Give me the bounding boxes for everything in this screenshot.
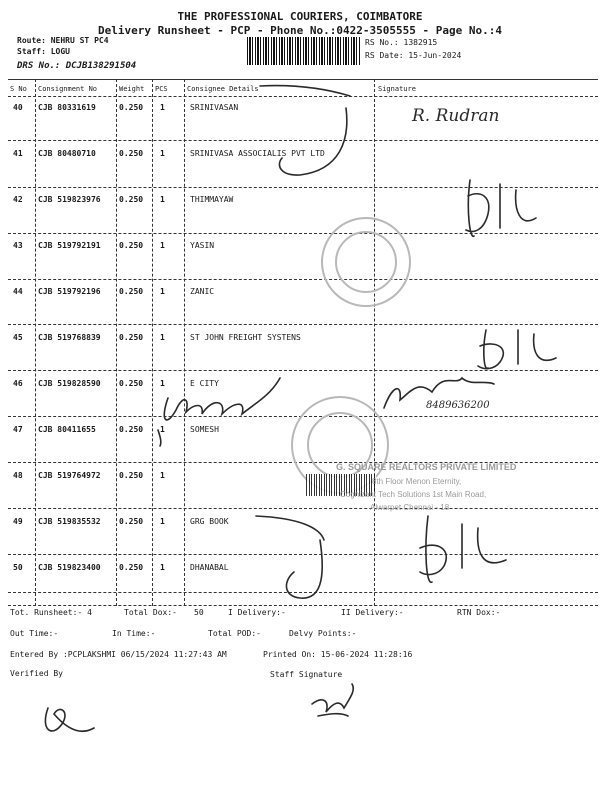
row-pcs: 1 <box>160 287 165 296</box>
row-consignment: CJB 519768839 <box>38 333 101 342</box>
row-pcs: 1 <box>160 241 165 250</box>
company-title: THE PROFESSIONAL COURIERS, COIMBATORE <box>177 10 423 23</box>
row-weight: 0.250 <box>119 241 144 250</box>
row-sno: 49 <box>13 517 23 526</box>
row-sno: 40 <box>13 103 23 112</box>
verified-signature-mark <box>45 708 94 731</box>
row-consignee: ST JOHN FREIGHT SYSTENS <box>190 333 301 342</box>
row45-signature-mark <box>478 330 556 369</box>
row-consignment: CJB 519835532 <box>38 517 101 526</box>
row50-signature-mark <box>420 516 506 582</box>
row-sno: 48 <box>13 471 23 480</box>
realtors-stamp-line1: 8th Floor Menon Eternity, <box>372 477 462 486</box>
row-consignment: CJB 80411655 <box>38 425 96 434</box>
row-pcs: 1 <box>160 425 165 434</box>
row-consignee: ZANIC <box>190 287 215 296</box>
row40-consignee-scribble <box>260 86 350 175</box>
out-time-label: Out Time:- <box>10 629 59 638</box>
row-pcs: 1 <box>160 149 165 158</box>
row-pcs: 1 <box>160 103 165 112</box>
row-consignee: SRINIVASA ASSOCIALIS PVT LTD <box>190 149 325 158</box>
row-weight: 0.250 <box>119 287 144 296</box>
row-pcs: 1 <box>160 517 165 526</box>
rs-number: RS No.: 1382915 <box>365 38 438 47</box>
rs-date: RS Date: 15-Jun-2024 <box>365 51 462 60</box>
col-header-signature: Signature <box>378 85 416 93</box>
row-weight: 0.250 <box>119 471 144 480</box>
row-consignee: DHANABAL <box>190 563 229 572</box>
row-pcs: 1 <box>160 195 165 204</box>
row-weight: 0.250 <box>119 149 144 158</box>
ii-delivery-label: II Delivery:- <box>341 608 404 617</box>
realtors-stamp-line3: Alwarpet Chennai - 18 <box>370 503 450 512</box>
runsheet-title: Delivery Runsheet - PCP - Phone No.:0422-3505555 - Page No.:4 <box>98 24 502 37</box>
col-header-weight: Weight <box>119 85 145 93</box>
drs-number: DRS No.: DCJB138291504 <box>17 61 137 71</box>
total-pod-label: Total POD:- <box>208 629 261 638</box>
row-weight: 0.250 <box>119 563 144 572</box>
row-consignee: SRINIVASAN <box>190 103 239 112</box>
row-pcs: 1 <box>160 471 165 480</box>
col-header-pcs: PCS <box>155 85 168 93</box>
row-sno: 44 <box>13 287 23 296</box>
col-header-consignment: Consignment No <box>38 85 98 93</box>
total-runsheet: Tot. Runsheet:- 4 <box>10 608 92 617</box>
row-pcs: 1 <box>160 563 165 572</box>
row-consignment: CJB 519792196 <box>38 287 101 296</box>
row-weight: 0.250 <box>119 103 144 112</box>
row49-consignee-scribble <box>256 516 324 598</box>
row-weight: 0.250 <box>119 195 144 204</box>
staff-signature-mark <box>312 684 353 716</box>
total-dox-label: Total Dox:- <box>124 608 177 617</box>
row40-signature: R. Rudran <box>412 106 500 126</box>
row-consignment: CJB 519792191 <box>38 241 101 250</box>
row-consignment: CJB 519823400 <box>38 563 101 572</box>
row-sno: 43 <box>13 241 23 250</box>
row-weight: 0.250 <box>119 333 144 342</box>
row-pcs: 1 <box>160 333 165 342</box>
row-consignee: THIMMAYAW <box>190 195 234 204</box>
i-delivery-label: I Delivery:- <box>228 608 286 617</box>
staff-label: Staff: LOGU <box>17 47 70 56</box>
row-consignee: E CITY <box>190 379 219 388</box>
realtors-stamp-line2: Cognizant Tech Solutions 1st Main Road, <box>340 490 487 499</box>
staff-signature-label: Staff Signature <box>270 670 343 679</box>
row42-signature-mark <box>466 180 536 236</box>
row-consignment: CJB 80480710 <box>38 149 96 158</box>
row-sno: 50 <box>13 563 23 572</box>
total-dox-value: 50 <box>194 608 204 617</box>
printed-on: Printed On: 15-06-2024 11:28:16 <box>263 650 413 659</box>
col-header-sno: S No <box>10 85 27 93</box>
row-consignment: CJB 519764972 <box>38 471 101 480</box>
row-consignment: CJB 519823976 <box>38 195 101 204</box>
courier-round-stamp <box>322 218 410 306</box>
row47-mark <box>158 430 161 446</box>
row-sno: 47 <box>13 425 23 434</box>
row-sno: 46 <box>13 379 23 388</box>
row-weight: 0.250 <box>119 517 144 526</box>
rtn-dox-label: RTN Dox:- <box>457 608 501 617</box>
col-header-consignee: Consignee Details <box>187 85 259 93</box>
row-consignee: SOMESH <box>190 425 219 434</box>
row-sno: 41 <box>13 149 23 158</box>
row-pcs: 1 <box>160 379 165 388</box>
row-weight: 0.250 <box>119 379 144 388</box>
realtors-stamp-name: G. SQUARE REALTORS PRIVATE LIMITED <box>336 462 517 472</box>
row-consignee: GRG BOOK <box>190 517 229 526</box>
row-weight: 0.250 <box>119 425 144 434</box>
verified-by-label: Verified By <box>10 669 63 678</box>
delvy-points-label: Delvy Points:- <box>289 629 357 638</box>
row-consignment: CJB 519828590 <box>38 379 101 388</box>
in-time-label: In Time:- <box>112 629 156 638</box>
row-consignee: YASIN <box>190 241 215 250</box>
row-sno: 42 <box>13 195 23 204</box>
row-sno: 45 <box>13 333 23 342</box>
route-label: Route: NEHRU ST PC4 <box>17 36 109 45</box>
row46-phone: 8489636200 <box>426 400 490 411</box>
row-consignment: CJB 80331619 <box>38 103 96 112</box>
entered-by: Entered By :PCPLAKSHMI 06/15/2024 11:27:43 AM <box>10 650 227 659</box>
